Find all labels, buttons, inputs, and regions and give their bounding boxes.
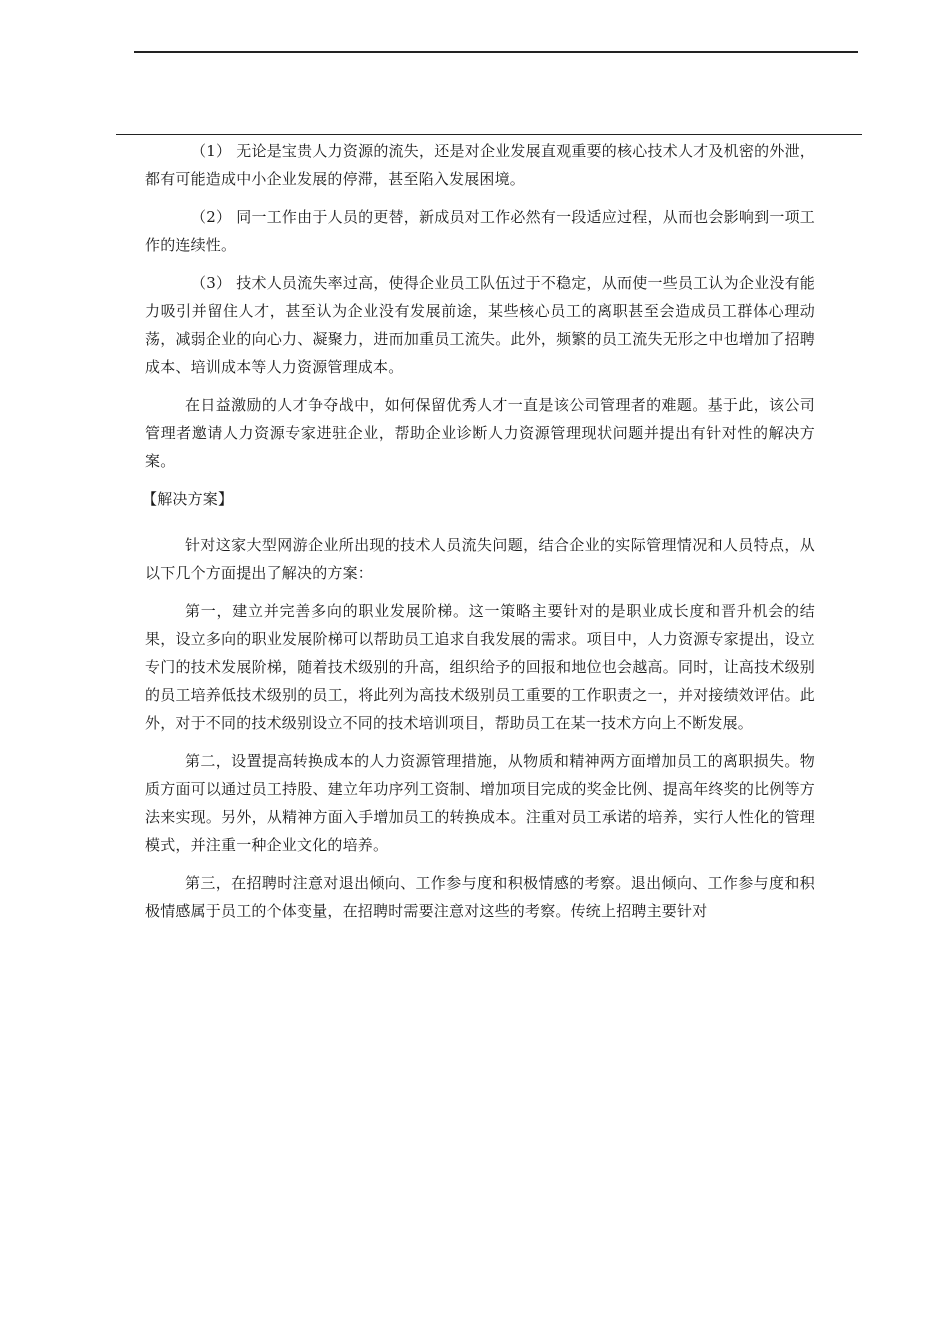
section-rule [116,134,862,135]
list-item-1: （1） 无论是宝贵人力资源的流失，还是对企业发展直观重要的核心技术人才及机密的外泄，都有可能造成中小企业发展的停滞，甚至陷入发展困境。 [145,142,815,188]
paragraph-solution-intro: 针对这家大型网游企业所出现的技术人员流失问题，结合企业的实际管理情况和人员特点，从以下几个方面提出了解决的方案： [145,536,815,582]
paragraph-second-measure: 第二，设置提高转换成本的人力资源管理措施，从物质和精神两方面增加员工的离职损失。物质方面可以通过员工持股、建立年功序列工资制、增加项目完成的奖金比例、提高年终奖的比例等方法来实现。另外，从精神方面入手增加员工的转换成本。注重对员工承诺的培养，实行人性化的管理模式，并注重一种企业文化的培养。 [145,752,815,854]
document-body [142,137,815,935]
list-item-3: （3） 技术人员流失率过高，使得企业员工队伍过于不稳定，从而使一些员工认为企业没有能力吸引并留住人才，甚至认为企业没有发展前途，某些核心员工的离职甚至会造成员工群体心理动荡，减弱企业的向心力、凝聚力，进而加重员工流失。此外，频繁的员工流失无形之中也增加了招聘成本、培训成本等人力资源管理成本。 [145,274,815,376]
list-item-2: （2） 同一工作由于人员的更替，新成员对工作必然有一段适应过程，从而也会影响到一项工作的连续性。 [145,208,815,254]
paragraph-intro: 在日益激励的人才争夺战中，如何保留优秀人才一直是该公司管理者的难题。基于此，该公司管理者邀请人力资源专家进驻企业，帮助企业诊断人力资源管理现状问题并提出有针对性的解决方案。 [145,396,815,470]
section-heading: 【解决方案】 [142,490,234,508]
paragraph-first-measure: 第一，建立并完善多向的职业发展阶梯。这一策略主要针对的是职业成长度和晋升机会的结果，设立多向的职业发展阶梯可以帮助员工追求自我发展的需求。项目中，人力资源专家提出，设立专门的技术发展阶梯，随着技术级别的升高，组织给予的回报和地位也会越高。同时，让高技术级别的员工培养低技术级别的员工，将此列为高技术级别员工重要的工作职责之一，并对接绩效评估。此外，对于不同的技术级别设立不同的技术培训项目，帮助员工在某一技术方向上不断发展。 [145,602,815,732]
header-rule [134,51,858,53]
paragraph-third-measure: 第三，在招聘时注意对退出倾向、工作参与度和积极情感的考察。退出倾向、工作参与度和积极情感属于员工的个体变量，在招聘时需要注意对这些的考察。传统上招聘主要针对 [145,874,815,920]
